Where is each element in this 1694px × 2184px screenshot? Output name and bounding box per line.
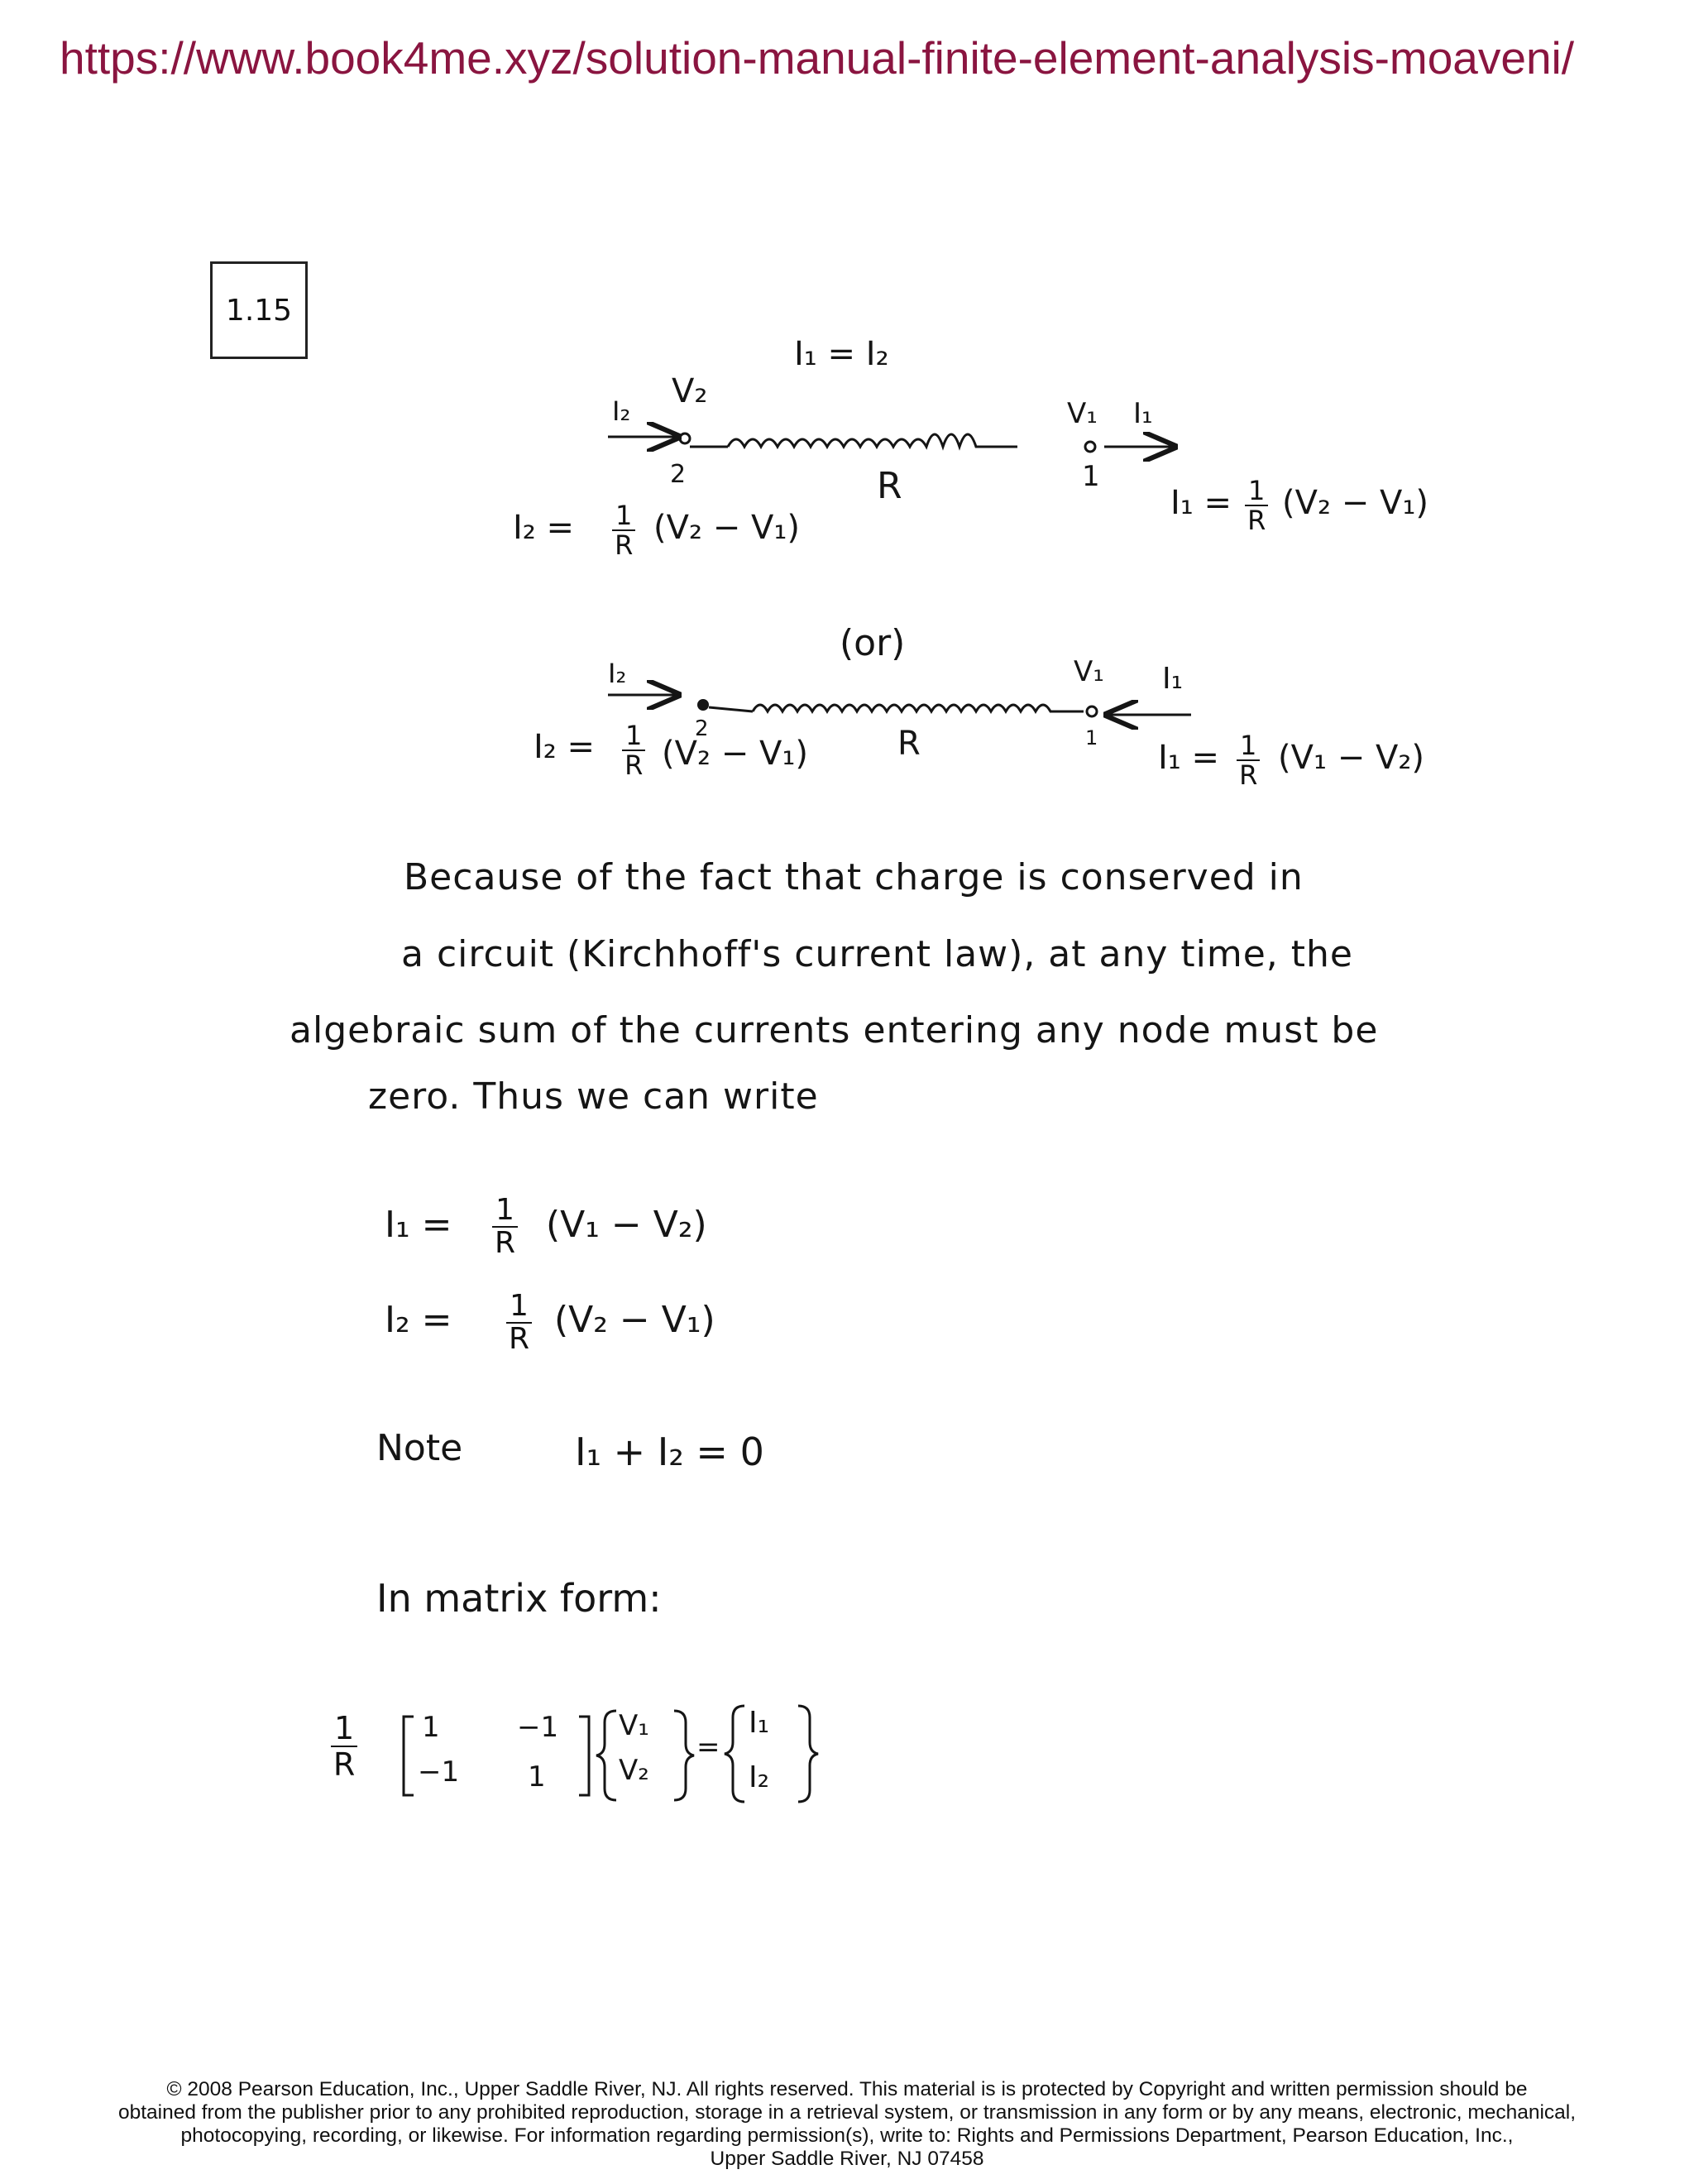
eq-i2-bottom-lhs: I₂ =	[534, 728, 596, 766]
label-node-1-top: 1	[1082, 460, 1100, 493]
fraction-numerator: 1	[506, 1291, 532, 1324]
or-label: (or)	[840, 622, 906, 664]
footer-line-2: obtained from the publisher prior to any prohibited reproduction, storage in a retrieval system, or transmission in any form or by any means, electronic, mechanical,	[117, 2101, 1577, 2124]
footer-line-1: © 2008 Pearson Education, Inc., Upper Saddle River, NJ. All rights reserved. This material is is protected by Copyright and written permission should be	[166, 2078, 1528, 2100]
matrix-cell-11: 1	[422, 1711, 440, 1744]
eq-i2-top-rhs: (V₂ − V₁)	[653, 509, 800, 547]
fraction-denominator: R	[494, 1226, 515, 1260]
current-equality: I₁ = I₂	[794, 335, 889, 373]
label-node-2-bottom: 2	[695, 716, 709, 741]
vector-v2: V₂	[619, 1754, 649, 1787]
label-node-1-bottom: 1	[1085, 726, 1098, 750]
fraction-denominator: R	[615, 529, 634, 561]
fraction-numerator: 1	[1245, 477, 1268, 506]
vector-v-brace-right	[674, 1711, 694, 1800]
fraction-numerator: 1	[622, 721, 645, 751]
source-url[interactable]: https://www.book4me.xyz/solution-manual-finite-element-analysis-moaveni/	[60, 32, 1575, 84]
fraction-denominator: R	[333, 1746, 356, 1783]
eq-i1-top-lhs: I₁ =	[1170, 484, 1232, 522]
matrix-equals: =	[696, 1731, 720, 1764]
fraction-1-over-r	[612, 501, 635, 559]
fraction-denominator: R	[624, 750, 644, 781]
footer-line-4: Upper Saddle River, NJ 07458	[710, 2148, 984, 2170]
eq1-lhs: I₁ =	[385, 1204, 452, 1246]
paragraph-line-2: a circuit (Kirchhoff's current law), at any time, the	[401, 933, 1353, 975]
label-resistor-bottom: R	[897, 725, 921, 763]
label-i1-top: I₁	[1133, 397, 1153, 430]
fraction-numerator: 1	[612, 501, 635, 531]
note-label: Note	[376, 1427, 463, 1469]
fraction-numerator: 1	[1237, 731, 1260, 761]
eq-i1-bottom-lhs: I₁ =	[1158, 739, 1220, 777]
fraction-numerator: 1	[331, 1711, 357, 1747]
fraction-1-over-r	[622, 721, 645, 779]
node-2-top	[680, 433, 690, 443]
eq-i2-top-lhs: I₂ =	[513, 509, 575, 547]
node-1-top	[1085, 442, 1095, 452]
matrix-cell-21: −1	[418, 1755, 460, 1789]
fraction-denominator: R	[508, 1322, 529, 1356]
label-i2-top: I₂	[612, 395, 631, 427]
fraction-denominator: R	[1239, 759, 1258, 791]
matrix-cell-12: −1	[517, 1711, 559, 1744]
eq1-rhs: (V₁ − V₂)	[546, 1204, 707, 1246]
fraction-1-over-r	[1245, 477, 1268, 534]
label-v1-top: V₁	[1067, 397, 1098, 430]
fraction-numerator: 1	[492, 1195, 518, 1228]
label-i1-bottom: I₁	[1162, 662, 1184, 696]
problem-number: 1.15	[225, 293, 293, 328]
label-node-2-top: 2	[670, 460, 687, 489]
lead-left-bottom	[709, 707, 753, 711]
resistor-bottom	[753, 705, 1084, 711]
vector-i-brace-left	[725, 1706, 744, 1802]
node-1-bottom	[1087, 706, 1097, 716]
label-resistor-top: R	[877, 465, 902, 507]
fraction-1-over-r	[331, 1711, 357, 1782]
fraction-1-over-r	[492, 1195, 518, 1259]
vector-i2: I₂	[749, 1760, 770, 1794]
fraction-1-over-r	[1237, 731, 1260, 789]
vector-v-brace-left	[596, 1711, 616, 1800]
fraction-denominator: R	[1247, 505, 1266, 536]
eq-i2-bottom-rhs: (V₂ − V₁)	[662, 735, 808, 773]
paragraph-line-3: algebraic sum of the currents entering any node must be	[290, 1009, 1379, 1051]
matrix-bracket-right	[579, 1717, 589, 1795]
note-equation: I₁ + I₂ = 0	[575, 1430, 764, 1474]
copyright-footer	[25, 2078, 1669, 2171]
label-v1-bottom: V₁	[1074, 655, 1104, 688]
label-i2-bottom: I₂	[608, 658, 627, 689]
matrix-cell-22: 1	[528, 1760, 546, 1794]
node-2-bottom	[697, 699, 709, 711]
label-v2-top: V₂	[672, 372, 708, 410]
vector-v1: V₁	[619, 1709, 649, 1742]
footer-line-3: photocopying, recording, or likewise. For information regarding permission(s), write to: Rights and Permissions Department, Pearson Education, Inc.,	[180, 2124, 1514, 2147]
eq-i1-top-rhs: (V₂ − V₁)	[1282, 484, 1428, 522]
matrix-bracket-left	[404, 1717, 414, 1795]
vector-i1: I₁	[749, 1706, 770, 1740]
paragraph-line-1: Because of the fact that charge is conserved in	[404, 856, 1304, 898]
matrix-intro: In matrix form:	[376, 1576, 662, 1621]
paragraph-line-4: zero. Thus we can write	[368, 1075, 819, 1118]
vector-i-brace-right	[798, 1706, 818, 1802]
eq2-lhs: I₂ =	[385, 1299, 452, 1341]
resistor-top	[728, 434, 1017, 447]
fraction-1-over-r	[506, 1291, 532, 1355]
eq-i1-bottom-rhs: (V₁ − V₂)	[1278, 739, 1424, 777]
eq2-rhs: (V₂ − V₁)	[554, 1299, 715, 1341]
